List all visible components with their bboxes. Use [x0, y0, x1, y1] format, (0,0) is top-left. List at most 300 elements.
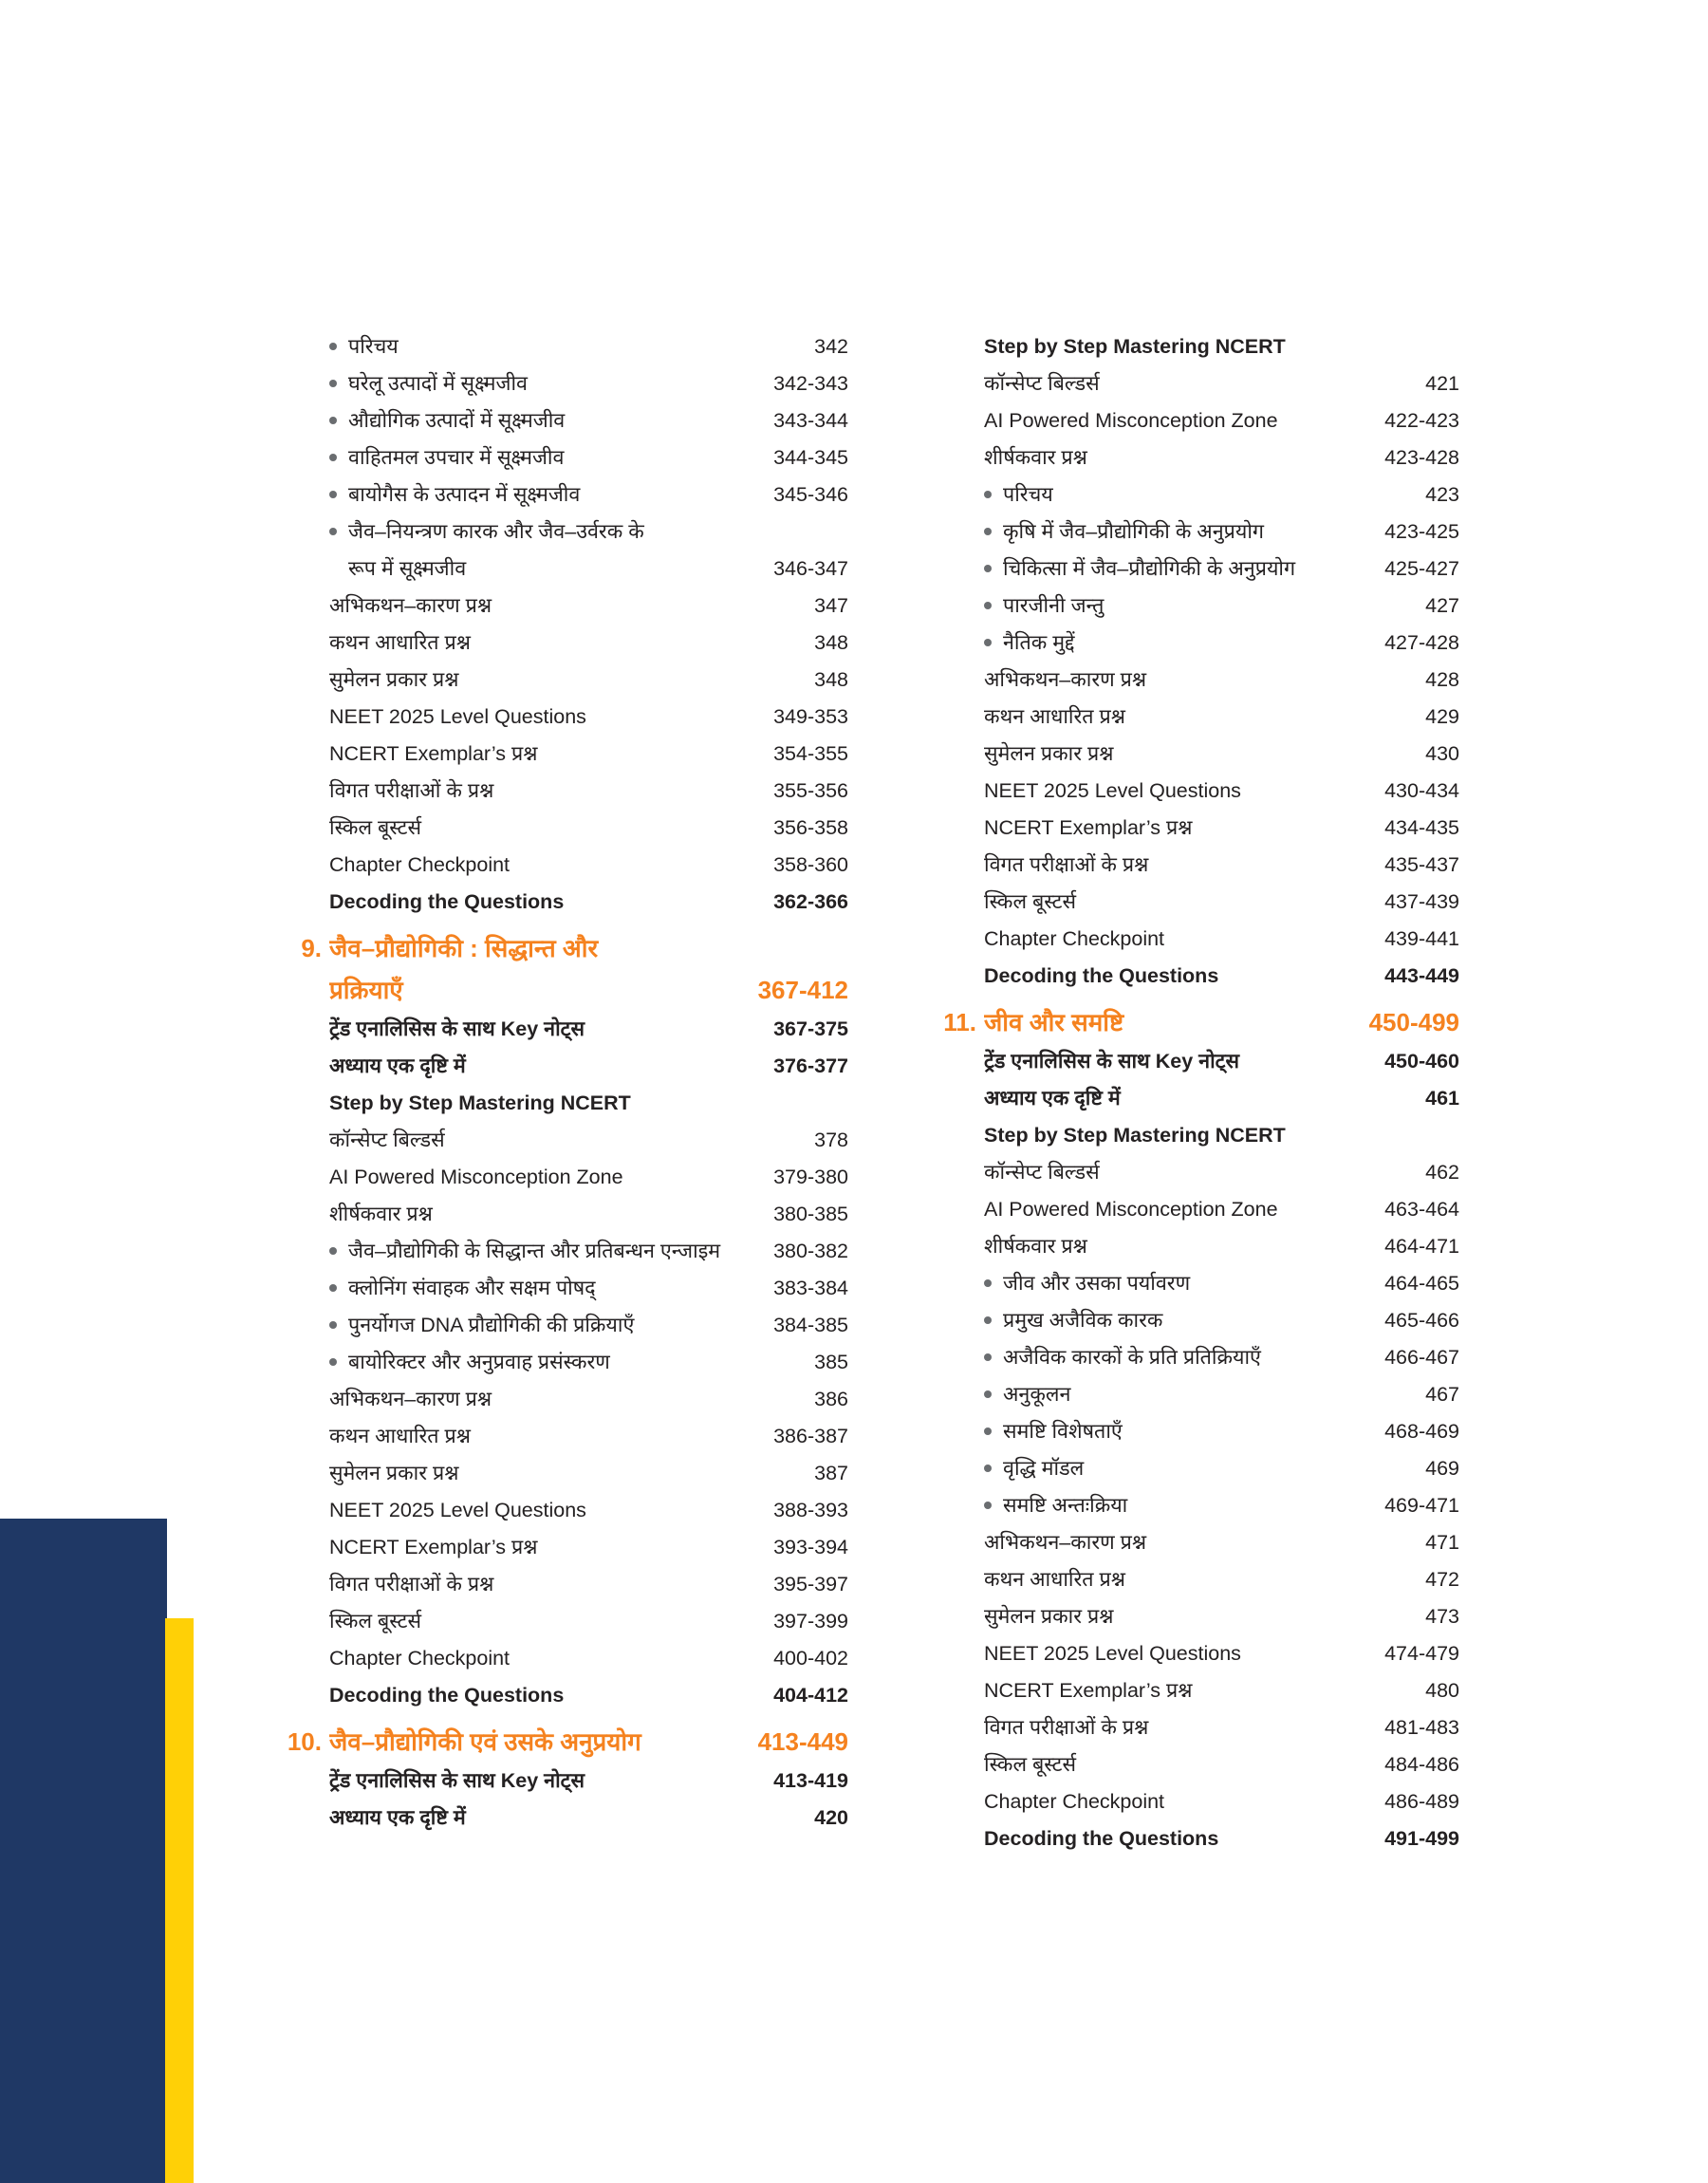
entry-text: ट्रेंड एनालिसिस के साथ Key नोट्स [329, 1017, 585, 1040]
entry-label [984, 1672, 1416, 1709]
entry-label [329, 773, 764, 810]
toc-row [285, 1418, 848, 1455]
entry-pages: 379-380 [773, 1166, 848, 1188]
entry-pages: 383-384 [773, 1277, 848, 1299]
entry-text: कथन आधारित प्रश्न [984, 705, 1125, 728]
entry-text: जीव और उसका पर्यावरण [1003, 1272, 1191, 1295]
toc-row [285, 1048, 848, 1085]
entry-text: स्किल बूस्टर्स [984, 1753, 1077, 1776]
entry-label [329, 1603, 764, 1640]
entry-text: Decoding the Questions [329, 890, 565, 913]
entry-text: Step by Step Mastering NCERT [984, 335, 1286, 358]
toc-column-left [285, 328, 848, 1837]
entry-text: अभिकथन–कारण प्रश्न [329, 1388, 492, 1410]
entry-pages: 430 [1425, 742, 1459, 765]
bullet-icon [984, 602, 992, 609]
toc-row [285, 1159, 848, 1196]
entry-pages: 347 [814, 594, 848, 617]
entry-text: सुमेलन प्रकार प्रश्न [329, 668, 459, 691]
entry-text: सुमेलन प्रकार प्रश्न [329, 1462, 459, 1484]
entry-label [329, 365, 764, 402]
decor-blue-block [0, 1519, 167, 2183]
entry-text: जैव–प्रौद्योगिकी एवं उसके अनुप्रयोग [329, 1727, 641, 1756]
entry-pages: 387 [814, 1462, 848, 1484]
bullet-icon [984, 491, 992, 498]
toc-row [939, 1487, 1459, 1524]
toc-row [939, 1450, 1459, 1487]
toc-row [939, 662, 1459, 699]
entry-pages: 420 [814, 1806, 848, 1829]
entry-text: शीर्षकवार प्रश्न [984, 1235, 1087, 1258]
toc-row [285, 1492, 848, 1529]
entry-pages: 367-412 [757, 976, 848, 1004]
bullet-icon [329, 380, 337, 387]
bullet-icon [329, 491, 337, 498]
bullet-icon [329, 1321, 337, 1329]
entry-pages: 462 [1425, 1161, 1459, 1184]
entry-label [984, 550, 1375, 588]
entry-pages: 434-435 [1384, 816, 1459, 839]
entry-label [984, 1709, 1375, 1746]
toc-row [939, 1820, 1459, 1857]
entry-pages: 388-393 [773, 1499, 848, 1521]
entry-label [984, 1117, 1459, 1154]
entry-label [984, 1635, 1375, 1672]
entry-pages: 354-355 [773, 742, 848, 765]
entry-label [984, 1450, 1416, 1487]
entry-label [984, 365, 1416, 402]
toc-row [285, 476, 848, 513]
entry-pages: 362-366 [773, 890, 848, 913]
entry-text: सुमेलन प्रकार प्रश्न [984, 742, 1114, 765]
entry-text: विगत परीक्षाओं के प्रश्न [984, 1716, 1149, 1739]
toc-row [939, 1117, 1459, 1154]
entry-label [984, 884, 1375, 921]
toc-row [285, 365, 848, 402]
toc-row [939, 1302, 1459, 1339]
toc-row [939, 365, 1459, 402]
entry-pages: 376-377 [773, 1054, 848, 1077]
entry-pages: 486-489 [1384, 1790, 1459, 1813]
entry-pages: 472 [1425, 1568, 1459, 1591]
entry-pages: 346-347 [773, 557, 848, 580]
toc-row [285, 1196, 848, 1233]
entry-text: जीव और समष्टि [984, 1008, 1124, 1036]
entry-text: स्किल बूस्टर्स [984, 890, 1077, 913]
entry-text: NCERT Exemplar’s प्रश्न [329, 742, 538, 765]
entry-text: रूप में सूक्ष्मजीव [348, 557, 467, 580]
bullet-icon [329, 1358, 337, 1366]
entry-text: पारजीनी जन्तु [1003, 594, 1105, 617]
entry-text: AI Powered Misconception Zone [984, 409, 1278, 432]
entry-pages: 397-399 [773, 1610, 848, 1633]
toc-row [939, 476, 1459, 513]
entry-pages: 491-499 [1384, 1827, 1459, 1850]
entry-label [984, 328, 1459, 365]
entry-label [984, 847, 1375, 884]
entry-label [329, 1233, 764, 1270]
entry-text: Chapter Checkpoint [984, 1790, 1165, 1813]
toc-chapter-row [285, 927, 848, 969]
entry-pages: 400-402 [773, 1647, 848, 1670]
entry-pages: 467 [1425, 1383, 1459, 1406]
entry-label [329, 1122, 805, 1159]
entry-label [329, 927, 848, 969]
entry-pages: 464-471 [1384, 1235, 1459, 1258]
entry-text: स्किल बूस्टर्स [329, 816, 422, 839]
entry-label [984, 921, 1375, 958]
entry-pages: 429 [1425, 705, 1459, 728]
entry-text: Chapter Checkpoint [329, 853, 511, 876]
entry-pages: 393-394 [773, 1536, 848, 1558]
entry-text: AI Powered Misconception Zone [984, 1198, 1278, 1221]
toc-row [939, 1080, 1459, 1117]
chapter-number: 11. [943, 1008, 976, 1036]
bullet-icon [984, 1465, 992, 1472]
entry-text: चिकित्सा में जैव–प्रौद्योगिकी के अनुप्रयोग [1003, 557, 1296, 580]
entry-text: नैतिक मुद्दें [1003, 631, 1075, 654]
entry-label [329, 1270, 764, 1307]
entry-label [329, 625, 805, 662]
bullet-icon [329, 1247, 337, 1255]
toc-chapter-row [285, 969, 848, 1011]
entry-label [984, 476, 1416, 513]
entry-label [329, 1677, 764, 1714]
entry-label [984, 1820, 1375, 1857]
entry-pages: 348 [814, 631, 848, 654]
toc-chapter-row [285, 1721, 848, 1763]
entry-label [329, 1381, 805, 1418]
entry-label [984, 1001, 1360, 1043]
toc-row [939, 1746, 1459, 1783]
entry-label [984, 662, 1416, 699]
entry-pages: 484-486 [1384, 1753, 1459, 1776]
toc-row [939, 1376, 1459, 1413]
entry-text: NCERT Exemplar’s प्रश्न [329, 1536, 538, 1558]
entry-pages: 461 [1425, 1087, 1459, 1110]
entry-text: बायोरिक्टर और अनुप्रवाह प्रसंस्करण [348, 1351, 610, 1373]
entry-pages: 404-412 [773, 1684, 848, 1707]
entry-label [329, 1763, 764, 1800]
entry-label [329, 810, 764, 847]
chapter-number: 10. [287, 1727, 322, 1756]
entry-text: कथन आधारित प्रश्न [329, 631, 471, 654]
entry-text: ट्रेंड एनालिसिस के साथ Key नोट्स [984, 1050, 1240, 1073]
entry-label [329, 1721, 749, 1763]
toc-row [939, 736, 1459, 773]
toc-row [939, 884, 1459, 921]
entry-label [329, 699, 764, 736]
entry-text: अभिकथन–कारण प्रश्न [984, 668, 1147, 691]
toc-row [939, 958, 1459, 995]
entry-pages: 423 [1425, 483, 1459, 506]
toc-row [285, 1529, 848, 1566]
entry-label [329, 402, 764, 439]
entry-text: अभिकथन–कारण प्रश्न [329, 594, 492, 617]
entry-label [984, 1154, 1416, 1191]
toc-row [285, 1381, 848, 1418]
entry-pages: 430-434 [1384, 779, 1459, 802]
entry-label [984, 1265, 1375, 1302]
bullet-icon [329, 528, 337, 535]
entry-text: NEET 2025 Level Questions [329, 705, 586, 728]
toc-row [285, 662, 848, 699]
entry-label [984, 1783, 1375, 1820]
toc-row [939, 1598, 1459, 1635]
entry-text: कॉन्सेप्ट बिल्डर्स [984, 1161, 1100, 1184]
entry-label [329, 1307, 764, 1344]
toc-row [939, 1265, 1459, 1302]
entry-text: NCERT Exemplar’s प्रश्न [984, 816, 1193, 839]
entry-label [984, 402, 1375, 439]
entry-text: शीर्षकवार प्रश्न [984, 446, 1087, 469]
entry-label [329, 884, 764, 921]
toc-row [285, 1307, 848, 1344]
entry-text: Chapter Checkpoint [984, 927, 1165, 950]
toc-row [939, 1043, 1459, 1080]
entry-pages: 425-427 [1384, 557, 1459, 580]
entry-pages: 463-464 [1384, 1198, 1459, 1221]
toc-row [939, 1561, 1459, 1598]
entry-pages: 443-449 [1384, 964, 1459, 987]
entry-pages: 473 [1425, 1605, 1459, 1628]
bullet-icon [984, 565, 992, 572]
entry-label [329, 662, 805, 699]
entry-label [329, 1159, 764, 1196]
entry-text: कॉन्सेप्ट बिल्डर्स [984, 372, 1100, 395]
entry-label [329, 1418, 764, 1455]
entry-text: ट्रेंड एनालिसिस के साथ Key नोट्स [329, 1769, 585, 1792]
toc-row [285, 588, 848, 625]
toc-row [285, 1677, 848, 1714]
toc-row [285, 699, 848, 736]
entry-text: बायोगैस के उत्पादन में सूक्ष्मजीव [348, 483, 581, 506]
entry-pages: 450-460 [1384, 1050, 1459, 1073]
entry-label [329, 1048, 764, 1085]
toc-row [939, 1228, 1459, 1265]
entry-text: घरेलू उत्पादों में सूक्ष्मजीव [348, 372, 528, 395]
entry-label [329, 439, 764, 476]
entry-text: क्लोनिंग संवाहक और सक्षम पोषद् [348, 1277, 596, 1299]
bullet-icon [984, 1316, 992, 1324]
entry-label [984, 1339, 1375, 1376]
entry-text: NEET 2025 Level Questions [984, 1642, 1241, 1665]
toc-row [939, 1672, 1459, 1709]
entry-pages: 343-344 [773, 409, 848, 432]
entry-text: Step by Step Mastering NCERT [329, 1092, 631, 1114]
toc-row [285, 810, 848, 847]
entry-text: अध्याय एक दृष्टि में [984, 1087, 1121, 1110]
toc-row [939, 625, 1459, 662]
entry-text: NEET 2025 Level Questions [984, 779, 1241, 802]
toc-column-right [939, 328, 1459, 1857]
entry-label [329, 1800, 805, 1837]
entry-text: विगत परीक्षाओं के प्रश्न [329, 1573, 494, 1595]
toc-row [285, 847, 848, 884]
entry-label [329, 476, 764, 513]
entry-text: Decoding the Questions [984, 964, 1219, 987]
entry-text: Step by Step Mastering NCERT [984, 1124, 1286, 1147]
entry-label [984, 736, 1416, 773]
entry-pages: 380-382 [773, 1240, 848, 1262]
entry-label [329, 1344, 805, 1381]
entry-label [329, 1455, 805, 1492]
entry-pages: 395-397 [773, 1573, 848, 1595]
toc-row [285, 1603, 848, 1640]
entry-label [984, 1561, 1416, 1598]
entry-label [984, 1487, 1375, 1524]
entry-pages: 450-499 [1368, 1008, 1459, 1036]
toc-row [939, 1413, 1459, 1450]
entry-label [329, 588, 805, 625]
entry-pages: 465-466 [1384, 1309, 1459, 1332]
toc-row [939, 1635, 1459, 1672]
bullet-icon [984, 1502, 992, 1509]
entry-pages: 468-469 [1384, 1420, 1459, 1443]
bullet-icon [984, 639, 992, 646]
toc-row [285, 1763, 848, 1800]
entry-pages: 423-425 [1384, 520, 1459, 543]
entry-text: अध्याय एक दृष्टि में [329, 1054, 466, 1077]
toc-row [285, 773, 848, 810]
entry-pages: 358-360 [773, 853, 848, 876]
toc-row [285, 1233, 848, 1270]
entry-text: Chapter Checkpoint [329, 1647, 511, 1670]
entry-text: जैव–नियन्त्रण कारक और जैव–उर्वरक के [348, 520, 644, 543]
entry-text: NCERT Exemplar’s प्रश्न [984, 1679, 1193, 1702]
toc-row [939, 810, 1459, 847]
entry-pages: 480 [1425, 1679, 1459, 1702]
toc-row [285, 1122, 848, 1159]
entry-pages: 437-439 [1384, 890, 1459, 913]
entry-text: अजैविक कारकों के प्रति प्रतिक्रियाएँ [1003, 1346, 1261, 1369]
entry-label [984, 1191, 1375, 1228]
entry-label [329, 1529, 764, 1566]
entry-pages: 422-423 [1384, 409, 1459, 432]
entry-pages: 386-387 [773, 1425, 848, 1447]
entry-pages: 349-353 [773, 705, 848, 728]
toc-row [285, 439, 848, 476]
entry-text: शीर्षकवार प्रश्न [329, 1203, 433, 1225]
toc-chapter-row [939, 1001, 1459, 1043]
entry-pages: 348 [814, 668, 848, 691]
toc-row [285, 1566, 848, 1603]
entry-label [984, 513, 1375, 550]
entry-pages: 355-356 [773, 779, 848, 802]
entry-pages: 344-345 [773, 446, 848, 469]
toc-row [285, 1344, 848, 1381]
entry-label [329, 1085, 848, 1122]
toc-row [285, 513, 848, 550]
entry-text: कथन आधारित प्रश्न [329, 1425, 471, 1447]
entry-pages: 428 [1425, 668, 1459, 691]
entry-label [984, 439, 1375, 476]
toc-row [285, 884, 848, 921]
toc-row [939, 1154, 1459, 1191]
toc-row [939, 513, 1459, 550]
entry-label [984, 625, 1375, 662]
entry-pages: 474-479 [1384, 1642, 1459, 1665]
entry-label [329, 1492, 764, 1529]
entry-text: विगत परीक्षाओं के प्रश्न [984, 853, 1149, 876]
entry-text: परिचय [1003, 483, 1053, 506]
toc-row [285, 1640, 848, 1677]
entry-label [984, 1413, 1375, 1450]
entry-text: प्रक्रियाएँ [329, 976, 403, 1004]
entry-text: अध्याय एक दृष्टि में [329, 1806, 466, 1829]
entry-label [984, 1043, 1375, 1080]
entry-text: औद्योगिक उत्पादों में सूक्ष्मजीव [348, 409, 566, 432]
entry-pages: 342-343 [773, 372, 848, 395]
entry-label [984, 699, 1416, 736]
toc-row [939, 1524, 1459, 1561]
entry-text: प्रमुख अजैविक कारक [1003, 1309, 1163, 1332]
toc-row [285, 550, 848, 588]
toc-row [285, 736, 848, 773]
entry-label [984, 1080, 1416, 1117]
entry-pages: 380-385 [773, 1203, 848, 1225]
bullet-icon [984, 1427, 992, 1435]
entry-label [984, 1746, 1375, 1783]
entry-label [984, 958, 1375, 995]
bullet-icon [984, 1353, 992, 1361]
chapter-number: 9. [301, 934, 322, 962]
toc-row [939, 847, 1459, 884]
entry-text: कथन आधारित प्रश्न [984, 1568, 1125, 1591]
entry-text: समष्टि विशेषताएँ [1003, 1420, 1123, 1443]
entry-label [329, 847, 764, 884]
entry-text: Decoding the Questions [329, 1684, 565, 1707]
entry-label [329, 969, 749, 1011]
toc-row [285, 1455, 848, 1492]
entry-text: अनुकूलन [1003, 1383, 1071, 1406]
entry-text: जैव–प्रौद्योगिकी : सिद्धान्त और [329, 934, 599, 962]
entry-text: पुनर्योगज DNA प्रौद्योगिकी की प्रक्रियाएँ [348, 1314, 635, 1336]
bullet-icon [329, 343, 337, 350]
toc-row [939, 1339, 1459, 1376]
toc-row [939, 588, 1459, 625]
entry-label [329, 1640, 764, 1677]
toc-row [285, 1270, 848, 1307]
entry-text: कृषि में जैव–प्रौद्योगिकी के अनुप्रयोग [1003, 520, 1265, 543]
entry-pages: 435-437 [1384, 853, 1459, 876]
bullet-icon [329, 454, 337, 461]
entry-pages: 342 [814, 335, 848, 358]
bullet-icon [984, 1279, 992, 1287]
entry-text: स्किल बूस्टर्स [329, 1610, 422, 1633]
entry-label [329, 1196, 764, 1233]
entry-label [984, 1228, 1375, 1265]
entry-pages: 356-358 [773, 816, 848, 839]
entry-text: अभिकथन–कारण प्रश्न [984, 1531, 1147, 1554]
entry-text: समष्टि अन्तःक्रिया [1003, 1494, 1128, 1517]
entry-pages: 469 [1425, 1457, 1459, 1480]
toc-row [939, 402, 1459, 439]
entry-pages: 466-467 [1384, 1346, 1459, 1369]
entry-text: NEET 2025 Level Questions [329, 1499, 586, 1521]
entry-pages: 423-428 [1384, 446, 1459, 469]
entry-pages: 427 [1425, 594, 1459, 617]
toc-row [285, 1800, 848, 1837]
toc-row [939, 699, 1459, 736]
toc-row [939, 550, 1459, 588]
toc-row [939, 1191, 1459, 1228]
entry-label [984, 810, 1375, 847]
entry-pages: 427-428 [1384, 631, 1459, 654]
toc-row [285, 328, 848, 365]
toc-row [939, 1783, 1459, 1820]
bullet-icon [984, 1390, 992, 1398]
